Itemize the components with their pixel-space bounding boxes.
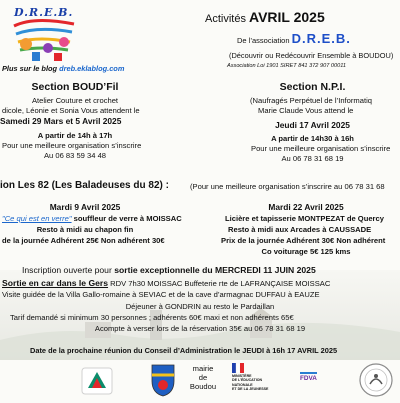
special-visit: Visite guidée de la Villa Gallo-romaine à SEVIAC et de la cave d’armagnac DUFFAU à EAUZE <box>2 290 320 299</box>
section-boudfil-line1: Atelier Couture et crochet <box>31 96 119 105</box>
special-intro <box>22 265 316 275</box>
section-boudfil-time: A partir de 14h à 17h <box>37 131 113 140</box>
baladeuses-logo <box>358 362 394 398</box>
ministry-line1: MINISTÈRE <box>232 374 252 378</box>
section-npi-phone: Au 06 78 31 68 19 <box>281 154 344 163</box>
boudou-crest-icon <box>150 363 176 397</box>
mairie-line1: mairie <box>192 364 214 373</box>
section-npi-dates: Jeudi 17 Avril 2025 <box>275 120 350 130</box>
blog-line <box>2 64 124 73</box>
outing-left-rest: souffleur de verre à MOISSAC <box>71 214 182 223</box>
section-b82-title-text: ion Les 82 (Les Baladeuses du 82) : <box>0 180 169 191</box>
outing-right-line1: Licière et tapisserie MONTPEZAT de Quercy <box>225 214 384 223</box>
meeting-line: Date de la prochaine réunion du Conseil d’Administration le JEUDI à 16h 17 AVRIL 2025 <box>30 346 338 355</box>
section-boudfil-dates: Samedi 29 Mars et 5 Avril 2025 <box>0 116 122 126</box>
section-npi-line1: (Naufragés Perpétuel de l’Informatiq <box>250 96 372 105</box>
special-bus-label: Sortie en car dans le Gers <box>2 278 109 288</box>
ministry-line3: NATIONALE <box>232 382 253 387</box>
ministry-line4: ET DE LA JEUNESSE <box>232 387 269 392</box>
section-boudfil-signup: Pour une meilleure organisation s’inscrire <box>2 141 142 150</box>
outing-left-line1 <box>2 214 182 223</box>
blog-link[interactable]: dreb.eklablog.com <box>59 64 125 73</box>
special-intro-bold: sortie exceptionnelle du MERCREDI 11 JUIN 2025 <box>114 265 316 275</box>
section-boudfil-title: Section BOUD’Fil <box>31 81 119 93</box>
assoc-name: D.R.E.B. <box>291 31 351 46</box>
section-b82-signup: (Pour une meilleure organisation s’inscrire au 06 78 31 68 <box>190 182 385 191</box>
ministry-logo <box>232 363 280 399</box>
page-title <box>205 9 325 25</box>
assoc-line <box>237 31 351 46</box>
outing-left-lunch: Resto à midi au chapon fin <box>36 225 134 234</box>
logo-text: D.R.E.B. <box>14 6 74 19</box>
outing-left-date: Mardi 9 Avril 2025 <box>49 202 121 212</box>
outing-right-lunch: Resto à midi aux Arcades à CAUSSADE <box>228 225 372 234</box>
section-npi-time: A partir de 14h30 à 16h <box>271 134 354 143</box>
mairie-line2: de <box>198 373 208 382</box>
section-npi-title: Section N.P.I. <box>279 81 346 93</box>
credit-agricole-logo <box>80 364 114 398</box>
section-npi-line2: Marie Claude Vous attend le <box>258 106 354 115</box>
section-npi-signup: Pour une meilleure organisation s’inscrire <box>251 144 391 153</box>
title-prefix: Activités <box>205 13 250 25</box>
section-boudfil-line2: dicole, Léonie et Sonia Vous attendent le <box>2 106 140 115</box>
special-bus-rest: RDV 7h30 MOISSAC Buffeterie rte de LAFRANÇAISE MOISSAC <box>108 279 331 288</box>
special-intro-text: Inscription ouverte pour <box>22 265 115 275</box>
title-month: AVRIL 2025 <box>249 9 325 25</box>
assoc-law: Association Loi 1901 SIRET 841 372 907 00011 <box>227 63 347 69</box>
special-lunch: Déjeuner à GONDRIN au resto le Pardaillan <box>125 302 275 311</box>
assoc-full: (Découvrir ou Redécouvrir Ensemble à BOUDOU) <box>229 51 394 60</box>
special-deposit: Acompte à verser lors de la réservation 35€ au 06 78 31 68 19 <box>94 324 306 333</box>
fdva-logo: FDVA <box>300 372 317 382</box>
mairie-line3: Boudou <box>189 382 217 391</box>
outing-right-price: Prix de la journée Adhérent 30€ Non adhérent <box>221 236 386 245</box>
outing-left-link[interactable]: "Ce qui est en verre" <box>2 214 72 223</box>
section-boudfil-phone: Au 06 83 59 34 48 <box>43 151 107 160</box>
ministry-line2: DE L’ÉDUCATION <box>232 378 263 383</box>
mairie-label <box>183 364 223 391</box>
special-tarif: Tarif demandé si minimum 30 personnes ; adhérents 60€ maxi et non adhérents 65€ <box>10 313 294 322</box>
section-b82-title <box>0 180 169 191</box>
blog-prefix: Plus sur le blog <box>2 64 60 73</box>
special-bus <box>2 278 330 288</box>
outing-left-price: de la journée Adhérent 25€ Non adhérent 30€ <box>2 236 165 245</box>
outing-right-carpool: Co voiturage 5€ 125 kms <box>261 247 351 256</box>
outing-right-date: Mardi 22 Avril 2025 <box>268 202 344 212</box>
assoc-prefix: De l’association <box>237 36 292 45</box>
